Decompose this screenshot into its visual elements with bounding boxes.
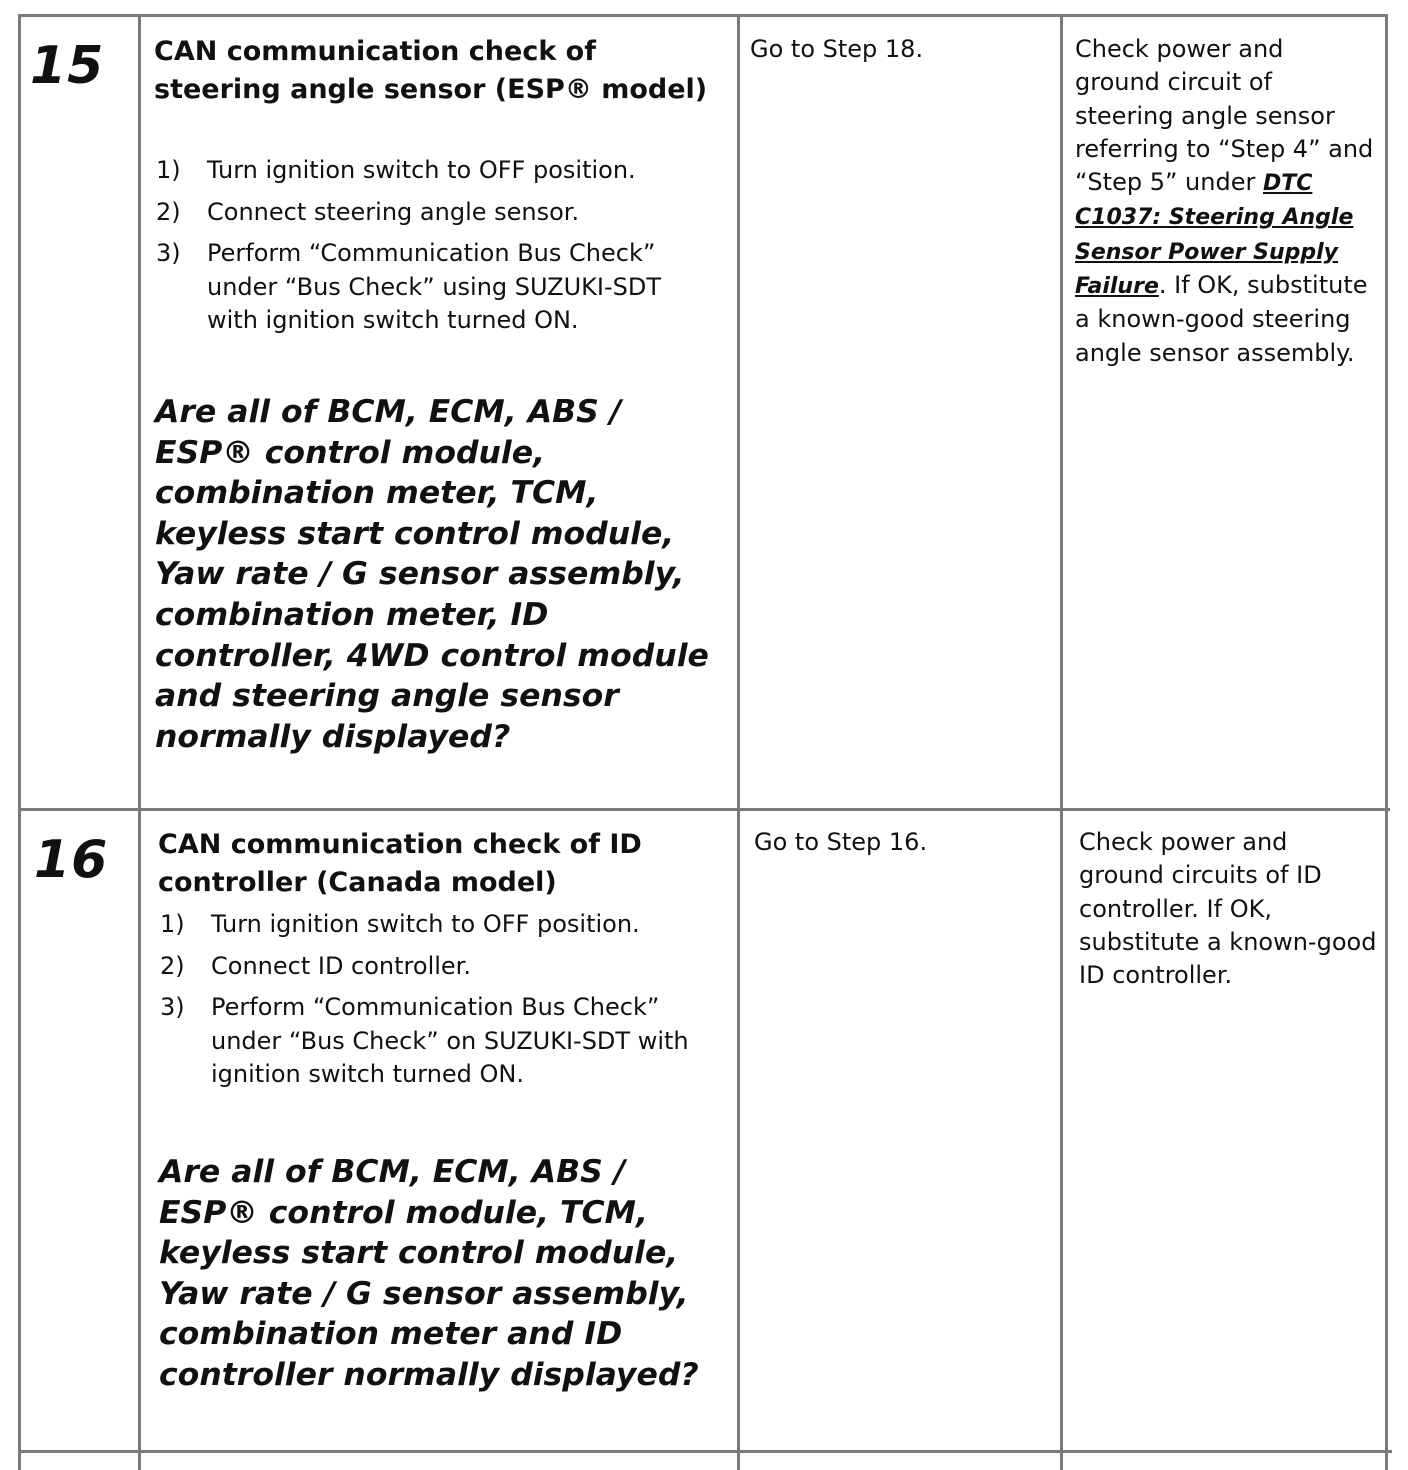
step-title: CAN communication check of ID controller (Canada model) [158, 829, 642, 898]
procedure-item-text: Connect ID controller. [211, 951, 471, 980]
step-number: 16 [34, 830, 109, 890]
column-divider-step [138, 14, 141, 1470]
yes-result: Go to Step 16. [754, 828, 928, 856]
dtc-reference-link[interactable]: DTC C1037: Steering Angle Sensor Power Supply Failure [1075, 171, 1354, 300]
procedure-item [160, 908, 720, 942]
procedure-item [160, 950, 720, 984]
row-divider [18, 808, 1390, 811]
no-result: Check power and ground circuits of ID controller. If OK, substitute a known-good ID controller. [1079, 828, 1377, 990]
column-divider-left [18, 14, 21, 1470]
procedure-list [156, 154, 716, 346]
table-bottom-border [18, 1450, 1392, 1453]
column-divider-yes [1060, 14, 1063, 1470]
step-title: CAN communication check of steering angle sensor (ESP® model) [154, 36, 708, 105]
procedure-item-number: 3) [160, 993, 185, 1021]
inspection-question: Are all of BCM, ECM, ABS / ESP® control module, TCM, keyless start control module, Yaw rate / G sensor assembly, combination meter and ID controller normally displayed? [159, 1154, 699, 1393]
procedure-list [160, 908, 720, 1100]
yes-result: Go to Step 18. [750, 35, 924, 63]
procedure-item [156, 237, 716, 338]
step-number: 15 [30, 36, 105, 96]
procedure-item-text: Turn ignition switch to OFF position. [211, 910, 640, 938]
column-divider-procedure [737, 14, 740, 1470]
procedure-item-text: Turn ignition switch to OFF position. [207, 156, 636, 184]
procedure-item [156, 196, 716, 230]
table-top-border [18, 14, 1388, 17]
procedure-item-number: 1) [160, 910, 185, 938]
procedure-item-number: 2) [160, 951, 185, 980]
no-result [1075, 33, 1375, 370]
procedure-item-number: 1) [156, 156, 181, 184]
procedure-item-text: Connect steering angle sensor. [207, 197, 580, 226]
procedure-item-number: 3) [156, 239, 181, 267]
column-divider-right [1385, 14, 1388, 1470]
no-result-text-continued: . If OK, substitute a known-good steering angle sensor assembly. [1075, 271, 1368, 367]
procedure-item [156, 154, 716, 188]
procedure-item-number: 2) [156, 197, 181, 226]
procedure-item-text: Perform “Communication Bus Check” under “Bus Check” using SUZUKI-SDT with ignition switch turned ON. [207, 239, 662, 334]
no-result-text: Check power and ground circuit of steering angle sensor referring to “Step 4” and “Step 5” under [1075, 35, 1374, 197]
procedure-item [160, 991, 720, 1092]
inspection-question: Are all of BCM, ECM, ABS / ESP® control module, combination meter, TCM, keyless start control module, Yaw rate / G sensor assembly, combination meter, ID controller, 4WD control module and steering angle sensor normally displayed? [155, 394, 709, 755]
procedure-item-text: Perform “Communication Bus Check” under “Bus Check” on SUZUKI-SDT with ignition switch turned ON. [211, 993, 689, 1088]
